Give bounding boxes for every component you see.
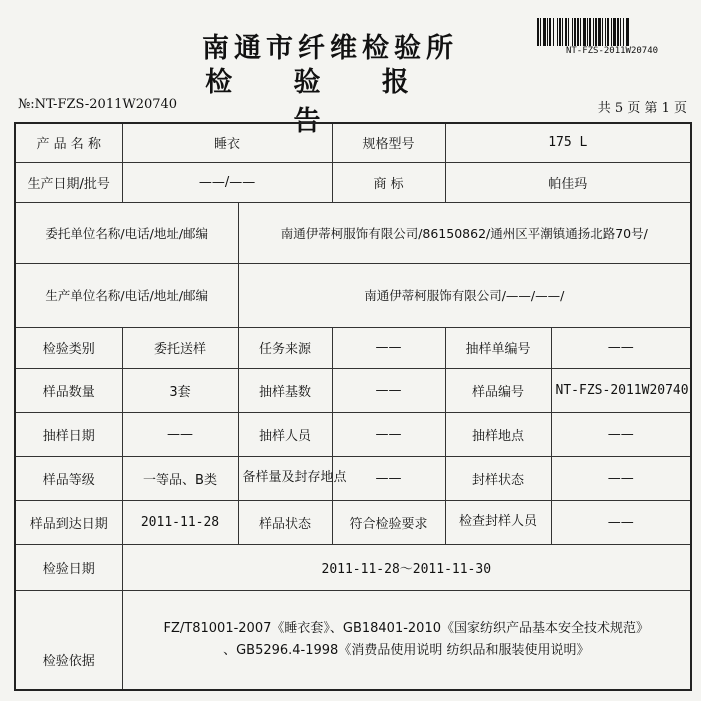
sample-state-label: 样品状态 xyxy=(238,500,332,544)
sampling-no-label: 抽样单编号 xyxy=(445,327,551,368)
page-info: 共 5 页 第 1 页 xyxy=(597,101,687,116)
inspect-date-value: 2011-11-28～2011-11-30 xyxy=(122,544,691,590)
product-name-label: 产 品 名 称 xyxy=(15,123,122,162)
table-row xyxy=(15,327,691,368)
task-source-value: —— xyxy=(332,327,445,368)
table-row xyxy=(15,500,691,544)
inspect-type-value: 委托送样 xyxy=(122,327,238,368)
spec-label: 规格型号 xyxy=(332,123,445,162)
grade-label: 样品等级 xyxy=(15,456,122,500)
table-row xyxy=(15,263,691,327)
sealer-value: —— xyxy=(551,500,691,544)
client-label: 委托单位名称/电话/地址/邮编 xyxy=(15,202,238,263)
arrival-value: 2011-11-28 xyxy=(122,500,238,544)
spec-value: 175 L xyxy=(445,123,691,162)
table-row xyxy=(15,544,691,590)
table-row xyxy=(15,202,691,263)
sample-no-value: NT-FZS-2011W20740 xyxy=(551,368,691,412)
barcode-text: NT-FZS-2011W20740 xyxy=(565,46,659,56)
grade-value: 一等品、B类 xyxy=(122,456,238,500)
inspect-type-label: 检验类别 xyxy=(15,327,122,368)
basis-value xyxy=(122,590,691,690)
barcode-bar xyxy=(629,18,630,46)
sealer-label: 检查封样人员 xyxy=(445,500,551,544)
arrival-label: 样品到达日期 xyxy=(15,500,122,544)
brand-label: 商 标 xyxy=(332,162,445,202)
sample-state-value: 符合检验要求 xyxy=(332,500,445,544)
prod-date-value: ——/—— xyxy=(122,162,332,202)
sampling-place-label: 抽样地点 xyxy=(445,412,551,456)
table-row xyxy=(15,162,691,202)
sampler-label: 抽样人员 xyxy=(238,412,332,456)
backup-value: —— xyxy=(332,456,445,500)
sample-no-label: 样品编号 xyxy=(445,368,551,412)
table-row xyxy=(15,123,691,162)
product-name-value: 睡衣 xyxy=(122,123,332,162)
report-table xyxy=(14,122,692,691)
sampler-value: —— xyxy=(332,412,445,456)
institute-title: 南通市纤维检验所 xyxy=(202,33,458,64)
table-row xyxy=(15,368,691,412)
barcode xyxy=(537,18,687,46)
base-value: —— xyxy=(332,368,445,412)
task-source-label: 任务来源 xyxy=(238,327,332,368)
table-row xyxy=(15,412,691,456)
seal-state-label: 封样状态 xyxy=(445,456,551,500)
sampling-date-label: 抽样日期 xyxy=(15,412,122,456)
table-row xyxy=(15,590,691,690)
basis-line-1: FZ/T81001-2007《睡衣套》、GB18401-2010《国家纺织产品基本安全技术规范》 xyxy=(163,620,649,636)
inspect-date-label: 检验日期 xyxy=(15,544,122,590)
sampling-place-value: —— xyxy=(551,412,691,456)
basis-line-2: 、GB5296.4-1998《消费品使用说明 纺织品和服装使用说明》 xyxy=(223,642,590,658)
producer-value: 南通伊蒂柯服饰有限公司/——/——/ xyxy=(238,263,691,327)
qty-value: 3套 xyxy=(122,368,238,412)
prod-date-label: 生产日期/批号 xyxy=(15,162,122,202)
report-title: 检 验 报 告 xyxy=(205,67,435,137)
client-value: 南通伊蒂柯服饰有限公司/86150862/通州区平潮镇通扬北路70号/ xyxy=(238,202,691,263)
table-row xyxy=(15,456,691,500)
brand-value: 帕佳玛 xyxy=(445,162,691,202)
producer-label: 生产单位名称/电话/地址/邮编 xyxy=(15,263,238,327)
qty-label: 样品数量 xyxy=(15,368,122,412)
sampling-no-value: —— xyxy=(551,327,691,368)
backup-label: 备样量及封存地点 xyxy=(238,456,332,500)
seal-state-value: —— xyxy=(551,456,691,500)
sampling-date-value: —— xyxy=(122,412,238,456)
base-label: 抽样基数 xyxy=(238,368,332,412)
basis-label: 检验依据 xyxy=(15,590,122,690)
report-number: №:NT-FZS-2011W20740 xyxy=(18,97,178,112)
